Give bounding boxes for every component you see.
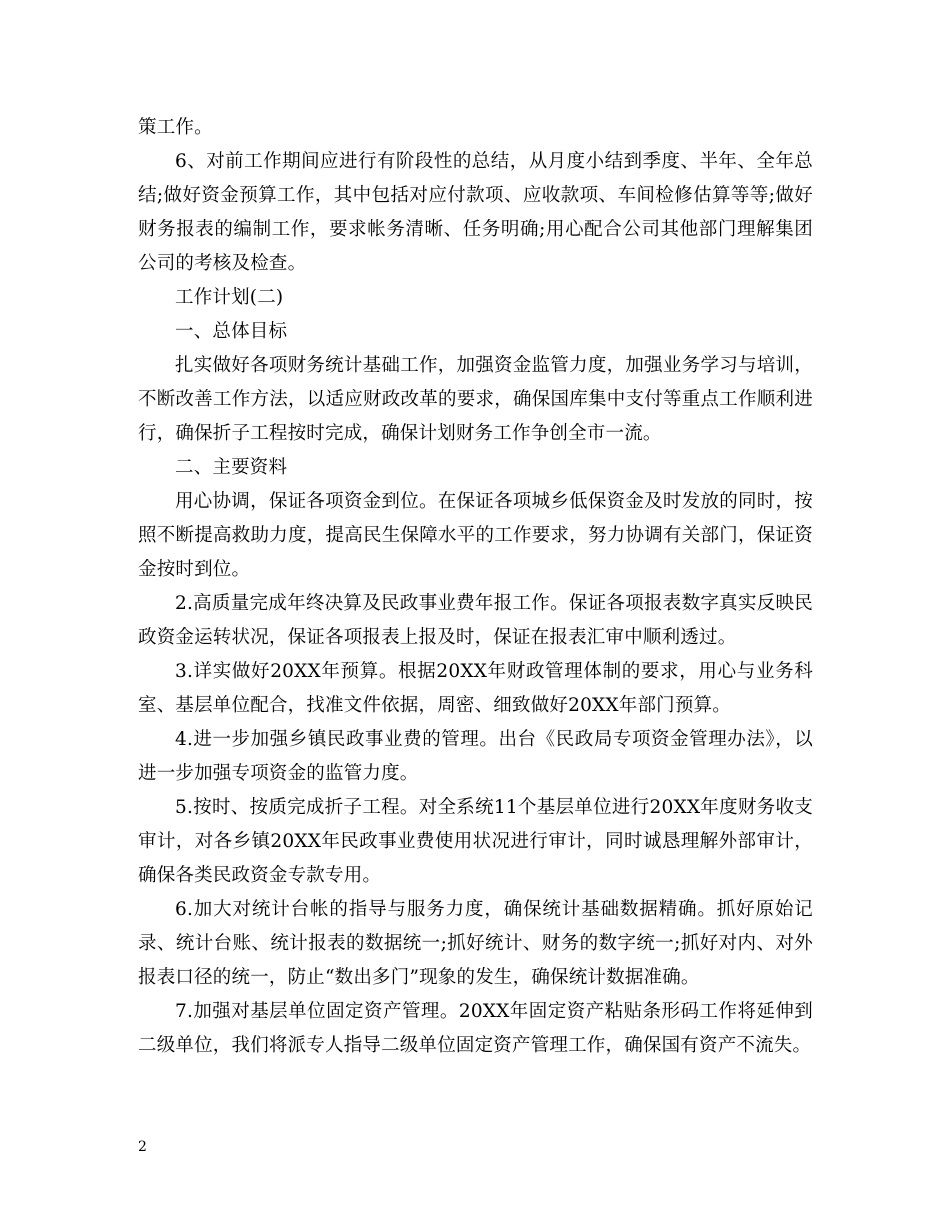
heading-main-content: 二、主要资料	[175, 457, 288, 478]
paragraph-item-6-statistics: 6.加大对统计台帐的指导与服务力度，确保统计基础数据精确。抓好原始记录、统计台账、统计报表的数据统一;抓好统计、财务的数字统一;抓好对内、对外报表口径的统一，防止“数出多门”现象的发生，确保统计数据准确。	[138, 899, 813, 988]
heading-overall-goal: 一、总体目标	[175, 321, 288, 342]
paragraph-item-2-final-accounts: 2.高质量完成年终决算及民政事业费年报工作。保证各项报表数字真实反映民政资金运转状况，保证各项报表上报及时，保证在报表汇审中顺利透过。	[138, 593, 813, 648]
paragraph-item-7-fixed-assets: 7.加强对基层单位固定资产管理。20XX年固定资产粘贴条形码工作将延伸到二级单位，我们将派专人指导二级单位固定资产管理工作，确保国有资产不流失。	[138, 1001, 813, 1056]
paragraph-item-4-township-funds: 4.进一步加强乡镇民政事业费的管理。出台《民政局专项资金管理办法》，以进一步加强专项资金的监管力度。	[138, 729, 813, 784]
paragraph-item-3-budget: 3.详实做好20XX年预算。根据20XX年财政管理体制的要求，用心与业务科室、基层单位配合，找准文件依据，周密、细致做好20XX年部门预算。	[138, 661, 813, 716]
page-number: 2	[138, 1139, 147, 1155]
paragraph-item-5-audit: 5.按时、按质完成折子工程。对全系统11个基层单位进行20XX年度财务收支审计，对各乡镇20XX年民政事业费使用状况进行审计，同时诚恳理解外部审计，确保各类民政资金专款专用。	[138, 797, 813, 886]
section-title-work-plan-2: 工作计划(二)	[175, 287, 284, 308]
paragraph-item-1-coordination: 用心协调，保证各项资金到位。在保证各项城乡低保资金及时发放的同时，按照不断提高救助力度，提高民生保障水平的工作要求，努力协调有关部门，保证资金按时到位。	[138, 491, 813, 580]
paragraph-continuation: 策工作。	[138, 117, 213, 138]
paragraph-item-6-summary: 6、对前工作期间应进行有阶段性的总结，从月度小结到季度、半年、全年总结;做好资金预算工作，其中包括对应付款项、应收款项、车间检修估算等等;做好财务报表的编制工作，要求帐务清晰、任务明确;用心配合公司其他部门理解集团公司的考核及检查。	[138, 151, 813, 274]
paragraph-overall-goal: 扎实做好各项财务统计基础工作，加强资金监管力度，加强业务学习与培训，不断改善工作方法，以适应财政改革的要求，确保国库集中支付等重点工作顺利进行，确保折子工程按时完成，确保计划财务工作争创全市一流。	[138, 355, 813, 444]
document-body	[138, 111, 813, 1063]
